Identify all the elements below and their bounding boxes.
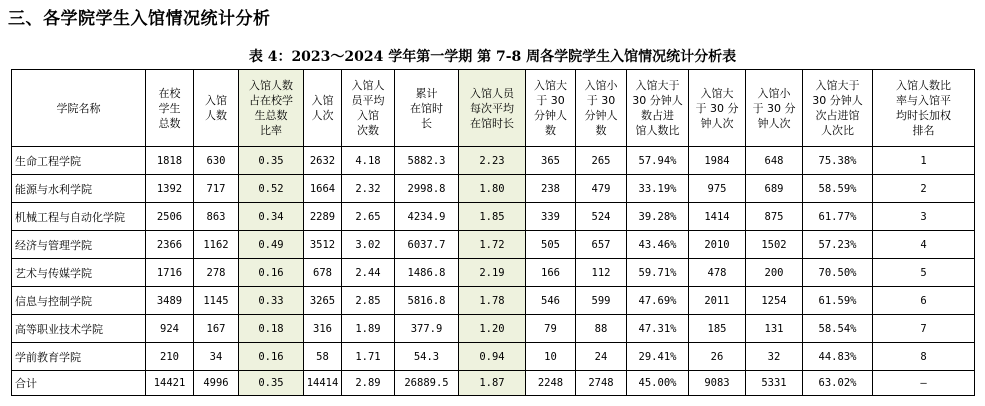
table-cell: 1502: [746, 231, 803, 259]
table-cell: 200: [746, 259, 803, 287]
table-cell: 2010: [689, 231, 746, 259]
table-cell: 6037.7: [395, 231, 459, 259]
table-cell: 1162: [194, 231, 239, 259]
table-cell: 2632: [304, 147, 342, 175]
table-cell: 599: [576, 287, 627, 315]
table-cell: 0.52: [239, 175, 304, 203]
table-cell: 43.46%: [627, 231, 689, 259]
table-cell: 1818: [146, 147, 194, 175]
column-header: 入馆大 于 30 分 钟人次: [689, 70, 746, 147]
table-cell: 2: [873, 175, 975, 203]
table-cell: 689: [746, 175, 803, 203]
table-cell: 975: [689, 175, 746, 203]
table-cell: —: [873, 371, 975, 396]
table-cell: 79: [526, 315, 576, 343]
column-header: 入馆大于 30 分钟人 数占进 馆人数比: [627, 70, 689, 147]
table-cell: 44.83%: [803, 343, 873, 371]
table-cell: 1.85: [459, 203, 526, 231]
table-cell: 33.19%: [627, 175, 689, 203]
table-cell: 7: [873, 315, 975, 343]
table-cell: 32: [746, 343, 803, 371]
column-header: 学院名称: [12, 70, 146, 147]
column-header: 入馆人 员平均 入馆 次数: [342, 70, 395, 147]
table-cell: 479: [576, 175, 627, 203]
table-cell: 0.16: [239, 343, 304, 371]
column-header: 入馆 人数: [194, 70, 239, 147]
column-header: 在校 学生 总数: [146, 70, 194, 147]
table-row: [12, 259, 975, 287]
table-cell: 2.85: [342, 287, 395, 315]
table-row: [12, 287, 975, 315]
table-cell: 717: [194, 175, 239, 203]
table-cell: 70.50%: [803, 259, 873, 287]
table-cell: 1.71: [342, 343, 395, 371]
table-cell: 112: [576, 259, 627, 287]
table-cell: 0.34: [239, 203, 304, 231]
table-cell: 24: [576, 343, 627, 371]
table-cell: 2998.8: [395, 175, 459, 203]
table-cell: 210: [146, 343, 194, 371]
table-cell: 166: [526, 259, 576, 287]
table-header-row: [12, 70, 975, 147]
table-cell: 3512: [304, 231, 342, 259]
table-cell: 2289: [304, 203, 342, 231]
college-name-cell: 信息与控制学院: [12, 287, 146, 315]
college-name-cell: 机械工程与自动化学院: [12, 203, 146, 231]
table-cell: 8: [873, 343, 975, 371]
table-cell: 3: [873, 203, 975, 231]
table-cell: 365: [526, 147, 576, 175]
table-cell: 29.41%: [627, 343, 689, 371]
table-cell: 57.94%: [627, 147, 689, 175]
table-cell: 657: [576, 231, 627, 259]
table-cell: 377.9: [395, 315, 459, 343]
table-cell: 5816.8: [395, 287, 459, 315]
table-cell: 2.19: [459, 259, 526, 287]
table-cell: 5331: [746, 371, 803, 396]
column-header: 入馆人员 每次平均 在馆时长: [459, 70, 526, 147]
table-cell: 54.3: [395, 343, 459, 371]
table-cell: 2506: [146, 203, 194, 231]
table-cell: 1392: [146, 175, 194, 203]
table-cell: 0.33: [239, 287, 304, 315]
table-cell: 238: [526, 175, 576, 203]
table-cell: 61.77%: [803, 203, 873, 231]
table-cell: 14414: [304, 371, 342, 396]
college-name-cell: 合计: [12, 371, 146, 396]
table-cell: 3489: [146, 287, 194, 315]
column-header: 入馆人数 占在校学 生总数 比率: [239, 70, 304, 147]
table-cell: 58.59%: [803, 175, 873, 203]
college-name-cell: 经济与管理学院: [12, 231, 146, 259]
total-row: [12, 371, 975, 396]
column-header: 入馆小 于 30 分 钟人次: [746, 70, 803, 147]
table-cell: 75.38%: [803, 147, 873, 175]
table-cell: 0.18: [239, 315, 304, 343]
table-row: [12, 203, 975, 231]
college-name-cell: 学前教育学院: [12, 343, 146, 371]
table-cell: 1145: [194, 287, 239, 315]
table-cell: 58: [304, 343, 342, 371]
table-cell: 5: [873, 259, 975, 287]
table-cell: 1.89: [342, 315, 395, 343]
college-stats-table: [11, 69, 975, 396]
table-cell: 61.59%: [803, 287, 873, 315]
table-cell: 546: [526, 287, 576, 315]
table-body: [12, 147, 975, 396]
column-header: 入馆人数比 率与入馆平 均时长加权 排名: [873, 70, 975, 147]
table-cell: 648: [746, 147, 803, 175]
table-cell: 3.02: [342, 231, 395, 259]
table-cell: 0.35: [239, 371, 304, 396]
table-cell: 2748: [576, 371, 627, 396]
college-name-cell: 艺术与传媒学院: [12, 259, 146, 287]
table-caption: 表 4：2023～2024 学年第一学期 第 7-8 周各学院学生入馆情况统计分析表: [248, 49, 737, 65]
table-cell: 26889.5: [395, 371, 459, 396]
table-cell: 4234.9: [395, 203, 459, 231]
table-cell: 4.18: [342, 147, 395, 175]
table-cell: 875: [746, 203, 803, 231]
table-cell: 1716: [146, 259, 194, 287]
table-cell: 524: [576, 203, 627, 231]
table-cell: 265: [576, 147, 627, 175]
table-cell: 1486.8: [395, 259, 459, 287]
table-cell: 316: [304, 315, 342, 343]
table-cell: 39.28%: [627, 203, 689, 231]
table-cell: 167: [194, 315, 239, 343]
table-cell: 59.71%: [627, 259, 689, 287]
table-cell: 1.20: [459, 315, 526, 343]
table-cell: 131: [746, 315, 803, 343]
table-cell: 185: [689, 315, 746, 343]
table-row: [12, 231, 975, 259]
table-cell: 9083: [689, 371, 746, 396]
college-name-cell: 生命工程学院: [12, 147, 146, 175]
table-cell: 1984: [689, 147, 746, 175]
table-cell: 58.54%: [803, 315, 873, 343]
table-cell: 0.16: [239, 259, 304, 287]
table-cell: 1.78: [459, 287, 526, 315]
table-cell: 5882.3: [395, 147, 459, 175]
table-cell: 1664: [304, 175, 342, 203]
table-cell: 1414: [689, 203, 746, 231]
section-heading: 三、各学院学生入馆情况统计分析: [8, 9, 271, 29]
table-cell: 678: [304, 259, 342, 287]
table-cell: 2.23: [459, 147, 526, 175]
table-cell: 6: [873, 287, 975, 315]
table-cell: 63.02%: [803, 371, 873, 396]
column-header: 入馆 人次: [304, 70, 342, 147]
column-header: 入馆大 于 30 分钟人 数: [526, 70, 576, 147]
table-row: [12, 315, 975, 343]
table-cell: 4: [873, 231, 975, 259]
table-cell: 2.89: [342, 371, 395, 396]
table-cell: 478: [689, 259, 746, 287]
table-cell: 2.65: [342, 203, 395, 231]
table-cell: 10: [526, 343, 576, 371]
table-cell: 0.49: [239, 231, 304, 259]
column-header: 入馆大于 30 分钟人 次占进馆 人次比: [803, 70, 873, 147]
table-cell: 339: [526, 203, 576, 231]
table-cell: 505: [526, 231, 576, 259]
table-cell: 2.44: [342, 259, 395, 287]
table-cell: 2248: [526, 371, 576, 396]
table-cell: 14421: [146, 371, 194, 396]
table-cell: 2366: [146, 231, 194, 259]
table-row: [12, 147, 975, 175]
table-cell: 26: [689, 343, 746, 371]
table-cell: 924: [146, 315, 194, 343]
table-row: [12, 343, 975, 371]
table-cell: 45.00%: [627, 371, 689, 396]
table-cell: 278: [194, 259, 239, 287]
table-cell: 4996: [194, 371, 239, 396]
table-row: [12, 175, 975, 203]
table-cell: 47.31%: [627, 315, 689, 343]
table-cell: 57.23%: [803, 231, 873, 259]
column-header: 累计 在馆时 长: [395, 70, 459, 147]
table-cell: 0.94: [459, 343, 526, 371]
table-cell: 0.35: [239, 147, 304, 175]
table-cell: 2.32: [342, 175, 395, 203]
college-name-cell: 高等职业技术学院: [12, 315, 146, 343]
table-cell: 1.80: [459, 175, 526, 203]
column-header: 入馆小 于 30 分钟人 数: [576, 70, 627, 147]
table-cell: 1: [873, 147, 975, 175]
table-cell: 47.69%: [627, 287, 689, 315]
table-cell: 630: [194, 147, 239, 175]
table-cell: 88: [576, 315, 627, 343]
table-cell: 34: [194, 343, 239, 371]
table-cell: 1254: [746, 287, 803, 315]
college-name-cell: 能源与水利学院: [12, 175, 146, 203]
table-cell: 3265: [304, 287, 342, 315]
table-cell: 863: [194, 203, 239, 231]
table-cell: 1.72: [459, 231, 526, 259]
table-cell: 2011: [689, 287, 746, 315]
table-cell: 1.87: [459, 371, 526, 396]
